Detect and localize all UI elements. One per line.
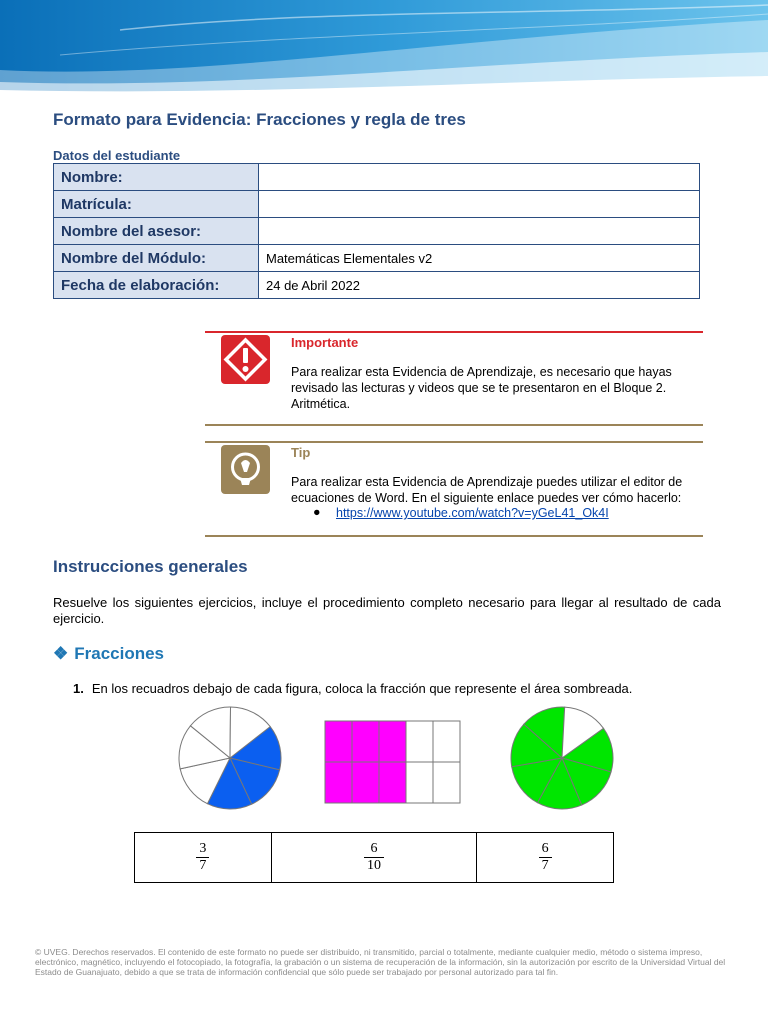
figure-circle-green (508, 704, 616, 812)
fraction-2 (364, 841, 384, 874)
grid-cell (379, 762, 406, 803)
grid-cell (433, 721, 460, 762)
answer-cell-1[interactable] (135, 833, 272, 883)
grid-cell (406, 762, 433, 803)
answer-cell-3[interactable] (477, 833, 614, 883)
grid-cell (406, 721, 433, 762)
instructions-text: Resuelve los siguientes ejercicios, incluye el procedimiento completo necesario para llegar al resultado de cada ejercicio. (53, 595, 721, 626)
grid-cell (325, 762, 352, 803)
row-value[interactable]: 24 de Abril 2022 (259, 272, 700, 299)
table-row (54, 164, 700, 191)
student-data-table (53, 163, 700, 299)
tip-text: Para realizar esta Evidencia de Aprendizaje puedes utilizar el editor de ecuaciones de Word. En el siguiente enlace puedes ver cómo hacerlo: (291, 475, 683, 505)
answer-cell-2[interactable] (271, 833, 476, 883)
table-row (54, 272, 700, 299)
question-1 (73, 681, 632, 696)
row-value[interactable] (259, 218, 700, 245)
grid-cell (379, 721, 406, 762)
fraction-1 (196, 841, 209, 874)
row-value[interactable] (259, 164, 700, 191)
tip-note (205, 441, 703, 539)
header-banner (0, 0, 768, 98)
row-value[interactable]: Matemáticas Elementales v2 (259, 245, 700, 272)
grid-cell (352, 762, 379, 803)
figure-circle-blue (176, 704, 284, 812)
fraction-3 (539, 841, 552, 874)
table-row (54, 218, 700, 245)
tip-bottom-rule (205, 535, 703, 537)
tip-heading: Tip (291, 445, 311, 460)
grid-cell (352, 721, 379, 762)
grid-cell (325, 721, 352, 762)
important-text: Para realizar esta Evidencia de Aprendizaje, es necesario que hayas revisado las lecturas y videos que se te presentaron en el Bloque 2. Aritmética. (291, 365, 672, 411)
link-bullet: ● (313, 505, 321, 519)
answers-table (134, 832, 614, 883)
diamond-bullet-icon: ❖ (53, 644, 69, 663)
tip-top-rule (205, 441, 703, 443)
numerator: 3 (196, 841, 209, 858)
table-row (54, 245, 700, 272)
important-bottom-rule (205, 424, 703, 426)
important-top-rule (205, 331, 703, 333)
question-number: 1. (73, 681, 84, 696)
document-title: Formato para Evidencia: Fracciones y regla de tres (53, 110, 466, 129)
table-row (135, 833, 614, 883)
fractions-heading-label: Fracciones (74, 644, 165, 663)
row-label: Nombre del Módulo: (54, 245, 259, 272)
youtube-link[interactable]: https://www.youtube.com/watch?v=yGeL41_Ok4I (336, 506, 609, 520)
row-label: Fecha de elaboración: (54, 272, 259, 299)
grid-cell (433, 762, 460, 803)
question-text: En los recuadros debajo de cada figura, coloca la fracción que represente el área sombreada. (91, 681, 633, 696)
denominator: 7 (199, 858, 207, 873)
numerator: 6 (539, 841, 552, 858)
instructions-heading: Instrucciones generales (53, 557, 248, 576)
numerator: 6 (364, 841, 384, 858)
student-section-label: Datos del estudiante (53, 148, 181, 163)
row-value[interactable] (259, 191, 700, 218)
copyright-footer: © UVEG. Derechos reservados. El contenido de este formato no puede ser distribuido, ni transmitido, parcial o totalmente, mediante cualquier medio, método o sistema impreso, electrónico, magnético, incluyendo el fotocopiado, la fotografía, la grabación o un sistema de recuperación de la información, sin la autorización por escrito de la Universidad Virtual del Estado de Guanajuato, debido a que se trata de información confidencial que sólo puede ser trabajado por personal autorizado para tal fin. (35, 947, 726, 977)
denominator: 7 (541, 858, 549, 873)
lightbulb-icon (221, 445, 270, 494)
row-label: Nombre: (54, 164, 259, 191)
banner-graphic (0, 0, 768, 98)
row-label: Nombre del asesor: (54, 218, 259, 245)
row-label: Matrícula: (54, 191, 259, 218)
table-row (54, 191, 700, 218)
denominator: 10 (366, 858, 381, 873)
important-heading: Importante (291, 335, 359, 350)
fractions-heading (53, 644, 164, 664)
figure-grid-magenta (324, 704, 461, 806)
important-note (205, 331, 703, 409)
warning-icon (221, 335, 270, 384)
